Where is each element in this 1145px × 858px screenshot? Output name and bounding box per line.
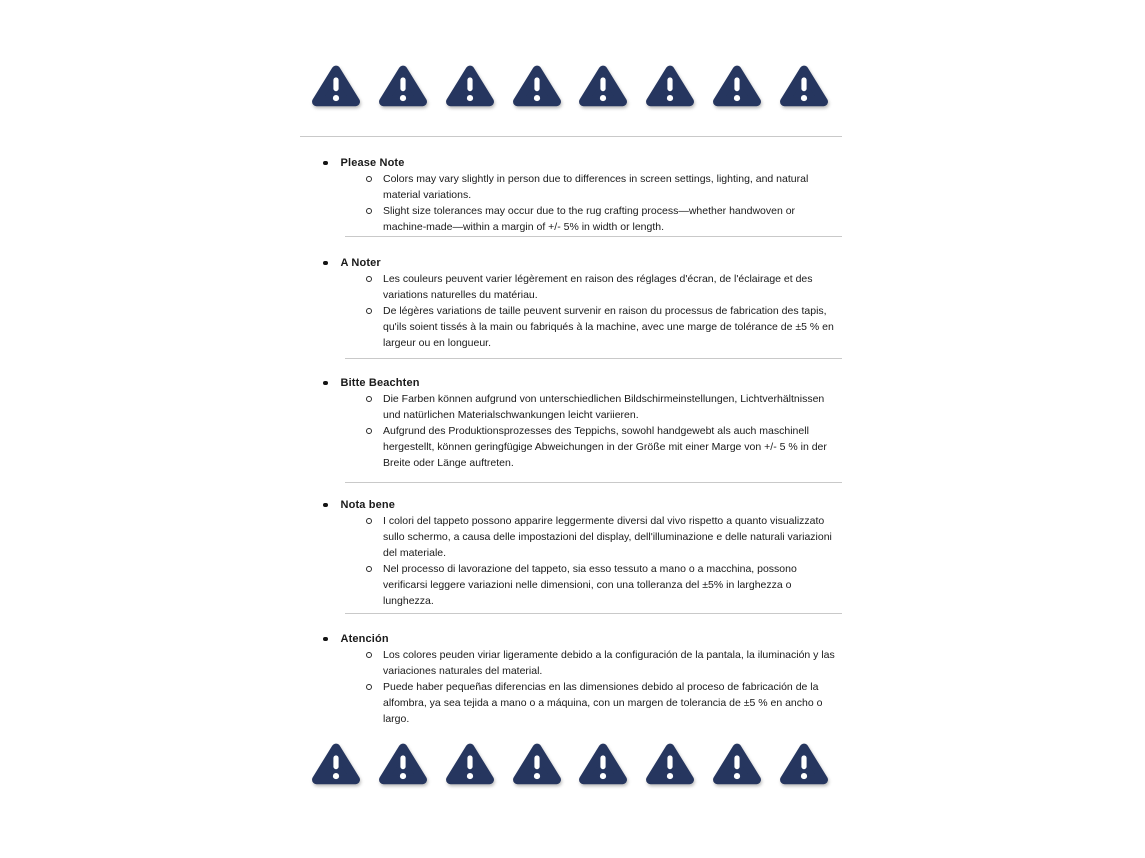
circle-bullet-icon	[366, 308, 372, 314]
warning-triangle-icon	[511, 61, 563, 110]
warning-row-top	[310, 61, 830, 110]
section-title: Atención	[340, 633, 389, 645]
warning-triangle-icon	[377, 739, 429, 788]
warning-triangle-icon	[644, 61, 696, 110]
bullet-icon	[323, 381, 328, 386]
section-title: Bitte Beachten	[340, 377, 420, 389]
section-title: Please Note	[340, 157, 405, 169]
bullet-icon	[323, 503, 328, 508]
section-bitte-beachten	[300, 375, 842, 471]
list-item	[300, 391, 842, 423]
warning-triangle-icon	[711, 61, 763, 110]
list-item	[300, 513, 842, 561]
circle-bullet-icon	[366, 428, 372, 434]
note-text: Die Farben können aufgrund von unterschiedlichen Bildschirmeinstellungen, Lichtverhältnissen und natürlichen Materialschwankungen leicht variieren.	[383, 393, 825, 421]
section-divider	[345, 613, 842, 614]
section-a-noter	[300, 255, 842, 351]
circle-bullet-icon	[366, 176, 372, 182]
circle-bullet-icon	[366, 684, 372, 690]
list-item	[300, 271, 842, 303]
section-title: A Noter	[340, 257, 381, 269]
section-heading-row	[300, 155, 842, 171]
circle-bullet-icon	[366, 208, 372, 214]
note-text: De légères variations de taille peuvent survenir en raison du processus de fabrication des tapis, qu'ils soient tissés à la main ou fabriqués à la machine, avec une marge de tolérance de ±5 % en largeur ou en longueur.	[383, 305, 834, 349]
warning-triangle-icon	[511, 739, 563, 788]
note-text: Slight size tolerances may occur due to the rug crafting process—whether handwoven or machine-made—within a margin of +/- 5% in width or length.	[383, 205, 796, 233]
list-item	[300, 561, 842, 609]
warning-triangle-icon	[711, 739, 763, 788]
circle-bullet-icon	[366, 396, 372, 402]
note-text: Colors may vary slightly in person due to differences in screen settings, lighting, and natural material variations.	[383, 173, 809, 201]
bullet-icon	[323, 261, 328, 266]
warning-triangle-icon	[310, 739, 362, 788]
list-item	[300, 679, 842, 727]
warning-triangle-icon	[778, 739, 830, 788]
warning-triangle-icon	[377, 61, 429, 110]
section-divider	[345, 236, 842, 237]
top-divider	[300, 136, 842, 137]
list-item	[300, 171, 842, 203]
warning-triangle-icon	[644, 739, 696, 788]
warning-triangle-icon	[444, 61, 496, 110]
note-text: I colori del tappeto possono apparire leggermente diversi dal vivo rispetto a quanto visualizzato sullo schermo, a causa delle impostazioni del display, dell'illuminazione e delle naturali variazioni del materiale.	[383, 515, 832, 559]
section-heading-row	[300, 497, 842, 513]
circle-bullet-icon	[366, 276, 372, 282]
list-item	[300, 303, 842, 351]
section-heading-row	[300, 255, 842, 271]
note-text: Aufgrund des Produktionsprozesses des Teppichs, sowohl handgewebt als auch maschinell hergestellt, können geringfügige Abweichungen in der Größe mit einer Marge von +/- 5 % in der Breite oder Länge auftreten.	[383, 425, 827, 469]
section-divider	[345, 358, 842, 359]
section-atencion	[300, 631, 842, 727]
section-title: Nota bene	[340, 499, 396, 511]
warning-triangle-icon	[444, 739, 496, 788]
bullet-icon	[323, 637, 328, 642]
bullet-icon	[323, 161, 328, 166]
section-nota-bene	[300, 497, 842, 609]
section-divider	[345, 482, 842, 483]
circle-bullet-icon	[366, 518, 372, 524]
list-item	[300, 423, 842, 471]
warning-triangle-icon	[310, 61, 362, 110]
note-text: Puede haber pequeñas diferencias en las dimensiones debido al proceso de fabricación de la alfombra, ya sea tejida a mano o a máquina, con un margen de tolerancia de ±5 % en ancho o largo.	[383, 681, 823, 725]
note-text: Les couleurs peuvent varier légèrement en raison des réglages d'écran, de l'éclairage et des variations naturelles du matériau.	[383, 273, 813, 301]
warning-triangle-icon	[577, 61, 629, 110]
warning-row-bottom	[310, 739, 830, 788]
warning-triangle-icon	[577, 739, 629, 788]
note-text: Los colores peuden viriar ligeramente debido a la configuración de la pantala, la iluminación y las variaciones naturales del material.	[383, 649, 835, 677]
section-please-note	[300, 155, 842, 235]
warning-triangle-icon	[778, 61, 830, 110]
list-item	[300, 203, 842, 235]
section-heading-row	[300, 375, 842, 391]
circle-bullet-icon	[366, 652, 372, 658]
circle-bullet-icon	[366, 566, 372, 572]
list-item	[300, 647, 842, 679]
note-text: Nel processo di lavorazione del tappeto, sia esso tessuto a mano o a macchina, possono verificarsi leggere variazioni nelle dimensioni, con una tolleranza del ±5% in larghezza o lunghezza.	[383, 563, 797, 607]
section-heading-row	[300, 631, 842, 647]
